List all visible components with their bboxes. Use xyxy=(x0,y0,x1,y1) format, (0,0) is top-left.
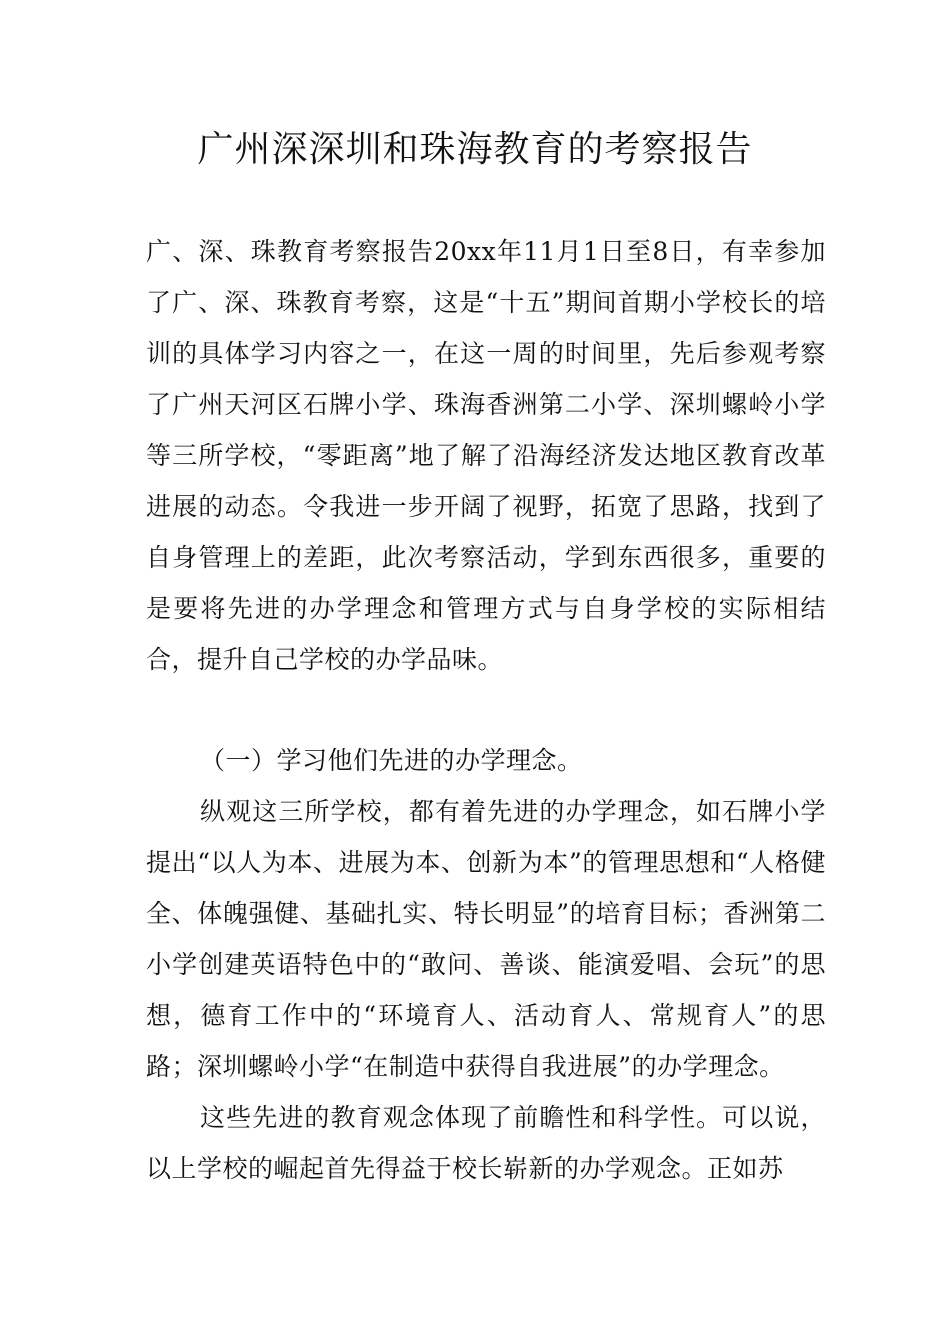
document-body xyxy=(146,226,826,1194)
body-paragraph: 纵观这三所学校，都有着先进的办学理念，如石牌小学提出“以人为本、进展为本、创新为本”的管理思想和“人格健全、体魄强健、基础扎实、特长明显”的培育目标；香洲第二小学创建英语特色中的“敢问、善谈、能演爱唱、会玩”的思想，德育工作中的“环境育人、活动育人、常规育人”的思路；深圳螺岭小学“在制造中获得自我进展”的办学理念。 xyxy=(146,797,826,1081)
section-heading: （一）学习他们先进的办学理念。 xyxy=(200,746,583,775)
intro-paragraph: 广、深、珠教育考察报告20xx年11月1日至8日，有幸参加了广、深、珠教育考察，这是“十五”期间首期小学校长的培训的具体学习内容之一，在这一周的时间里，先后参观考察了广州天河区石牌小学、珠海香洲第二小学、深圳螺岭小学等三所学校，“零距离”地了解了沿海经济发达地区教育改革进展的动态。令我进一步开阔了视野，拓宽了思路，找到了自身管理上的差距，此次考察活动，学到东西很多，重要的是要将先进的办学理念和管理方式与自身学校的实际相结合，提升自己学校的办学品味。 xyxy=(146,237,826,674)
document-title: 广州深深圳和珠海教育的考察报告 xyxy=(197,129,753,170)
body-paragraph: 这些先进的教育观念体现了前瞻性和科学性。可以说，以上学校的崛起首先得益于校长崭新的办学观念。正如苏 xyxy=(146,1103,826,1183)
paragraph-spacer xyxy=(146,685,826,735)
